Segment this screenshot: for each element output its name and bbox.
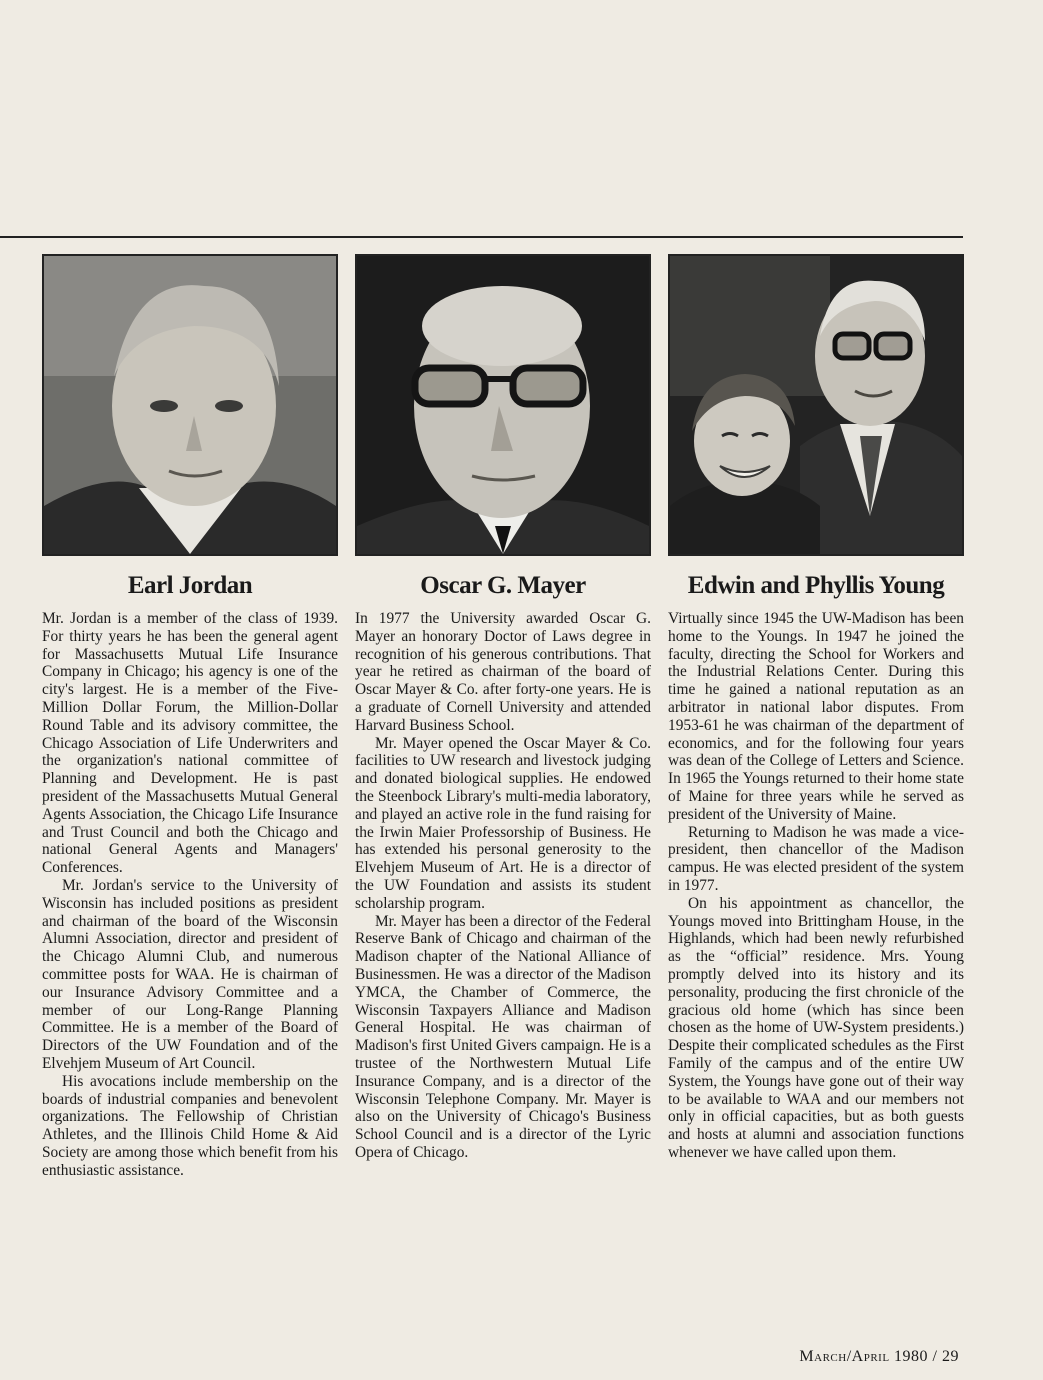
paragraph: His avocations include membership on the boards of industrial companies and benevolent organizations. The Fellowship of Christian Athletes, and the Illinois Child Home & Aid Society are among those which benefit from his enthusiastic assistance. (42, 1072, 338, 1179)
portrait-image (44, 256, 336, 554)
paragraph: On his appointment as chancellor, the Youngs moved into Brittingham House, in the Highlands, which had been newly refurbished as the “official” residence. Mrs. Young promptly delved into its history and its personality, producing the first chronicle of the gracious old home (which has since been chosen as the home of UW-System presidents.) Despite their complicated schedules as the First Family of the campus and of the entire UW System, the Youngs have gone out of their way to be available to WAA and our members not only in official capacities, but as both guests and hosts at alumni and association functions whenever we have called upon them. (668, 894, 964, 1161)
top-rule (0, 236, 963, 238)
profile-name: Earl Jordan (127, 572, 253, 599)
profile-name: Edwin and Phyllis Young (687, 572, 945, 599)
paragraph: Virtually since 1945 the UW-Madison has been home to the Youngs. In 1947 he joined the faculty, directing the School for Workers and the Industrial Relations Center. During this time he gained a national reputation as an arbitrator in national labor disputes. From 1953-61 he was chairman of the department of economics, and for the following four years was dean of the College of Letters and Science. In 1965 the Youngs returned to their home state of Maine for three years while he served as president of the University of Maine. (668, 610, 964, 823)
profile-oscar-mayer (355, 254, 651, 1162)
paragraph: Mr. Jordan is a member of the class of 1939. For thirty years he has been the general agent for Massachusetts Mutual Life Insurance Company in Chicago; his agency is one of the city's largest. He is a member of the Five-Million Dollar Forum, the Million-Dollar Round Table and its advisory committee, the Chicago Association of Life Underwriters and the organization's national committee of Planning and Development. He is past president of the Massachusetts Mutual General Agents Association, the Chicago Life Insurance and Trust Council and both the Chicago and national General Agents and Managers' Conferences. (42, 610, 338, 877)
profile-text (355, 610, 651, 1162)
portrait-photo (42, 254, 338, 556)
profile-name: Oscar G. Mayer (420, 572, 586, 599)
paragraph: Mr. Mayer has been a director of the Federal Reserve Bank of Chicago and chairman of the Madison chapter of the National Alliance of Businessmen. He was a director of the Madison YMCA, the Chamber of Commerce, the Wisconsin Taxpayers Alliance and Madison General Hospital. He was chairman of Madison's first United Givers campaign. He is a trustee of the Northwestern Mutual Life Insurance Company, and is a director of the Wisconsin Telephone Company. Mr. Mayer is also on the University of Chicago's Business School Council and is a director of the Lyric Opera of Chicago. (355, 912, 651, 1161)
page-footer: March/April 1980 / 29 (799, 1348, 959, 1365)
profile-text (668, 610, 964, 1162)
profile-earl-jordan (42, 254, 338, 1180)
portrait-image (670, 256, 962, 554)
paragraph: Mr. Jordan's service to the University of Wisconsin has included positions as president and chairman of the board of the Wisconsin Alumni Association, director and president of the Chicago Alumni Club, and numerous committee posts for WAA. He is chairman of our Insurance Advisory Committee and a member of our Long-Range Planning Committee. He is a member of the Board of Directors of the UW Foundation and of the Elvehjem Museum of Art Council. (42, 876, 338, 1072)
portrait-photo (668, 254, 964, 556)
portrait-image (357, 256, 649, 554)
portrait-photo (355, 254, 651, 556)
profile-text (42, 610, 338, 1180)
paragraph: Returning to Madison he was made a vice-president, then chancellor of the Madison campus. He was elected president of the system in 1977. (668, 823, 964, 894)
profile-edwin-phyllis-young (668, 254, 964, 1162)
paragraph: Mr. Mayer opened the Oscar Mayer & Co. facilities to UW research and livestock judging and donated biological supplies. He endowed the Steenbock Library's multi-media laboratory, and played an active role in the fund raising for the Irwin Maier Professorship of Business. He has extended his personal generosity to the Elvehjem Museum of Art. He is a director of the UW Foundation and assists its student scholarship program. (355, 734, 651, 912)
paragraph: In 1977 the University awarded Oscar G. Mayer an honorary Doctor of Laws degree in recognition of his generous contributions. That year he retired as chairman of the board of Oscar Mayer & Co. after forty-one years. He is a graduate of Cornell University and attended Harvard Business School. (355, 610, 651, 734)
